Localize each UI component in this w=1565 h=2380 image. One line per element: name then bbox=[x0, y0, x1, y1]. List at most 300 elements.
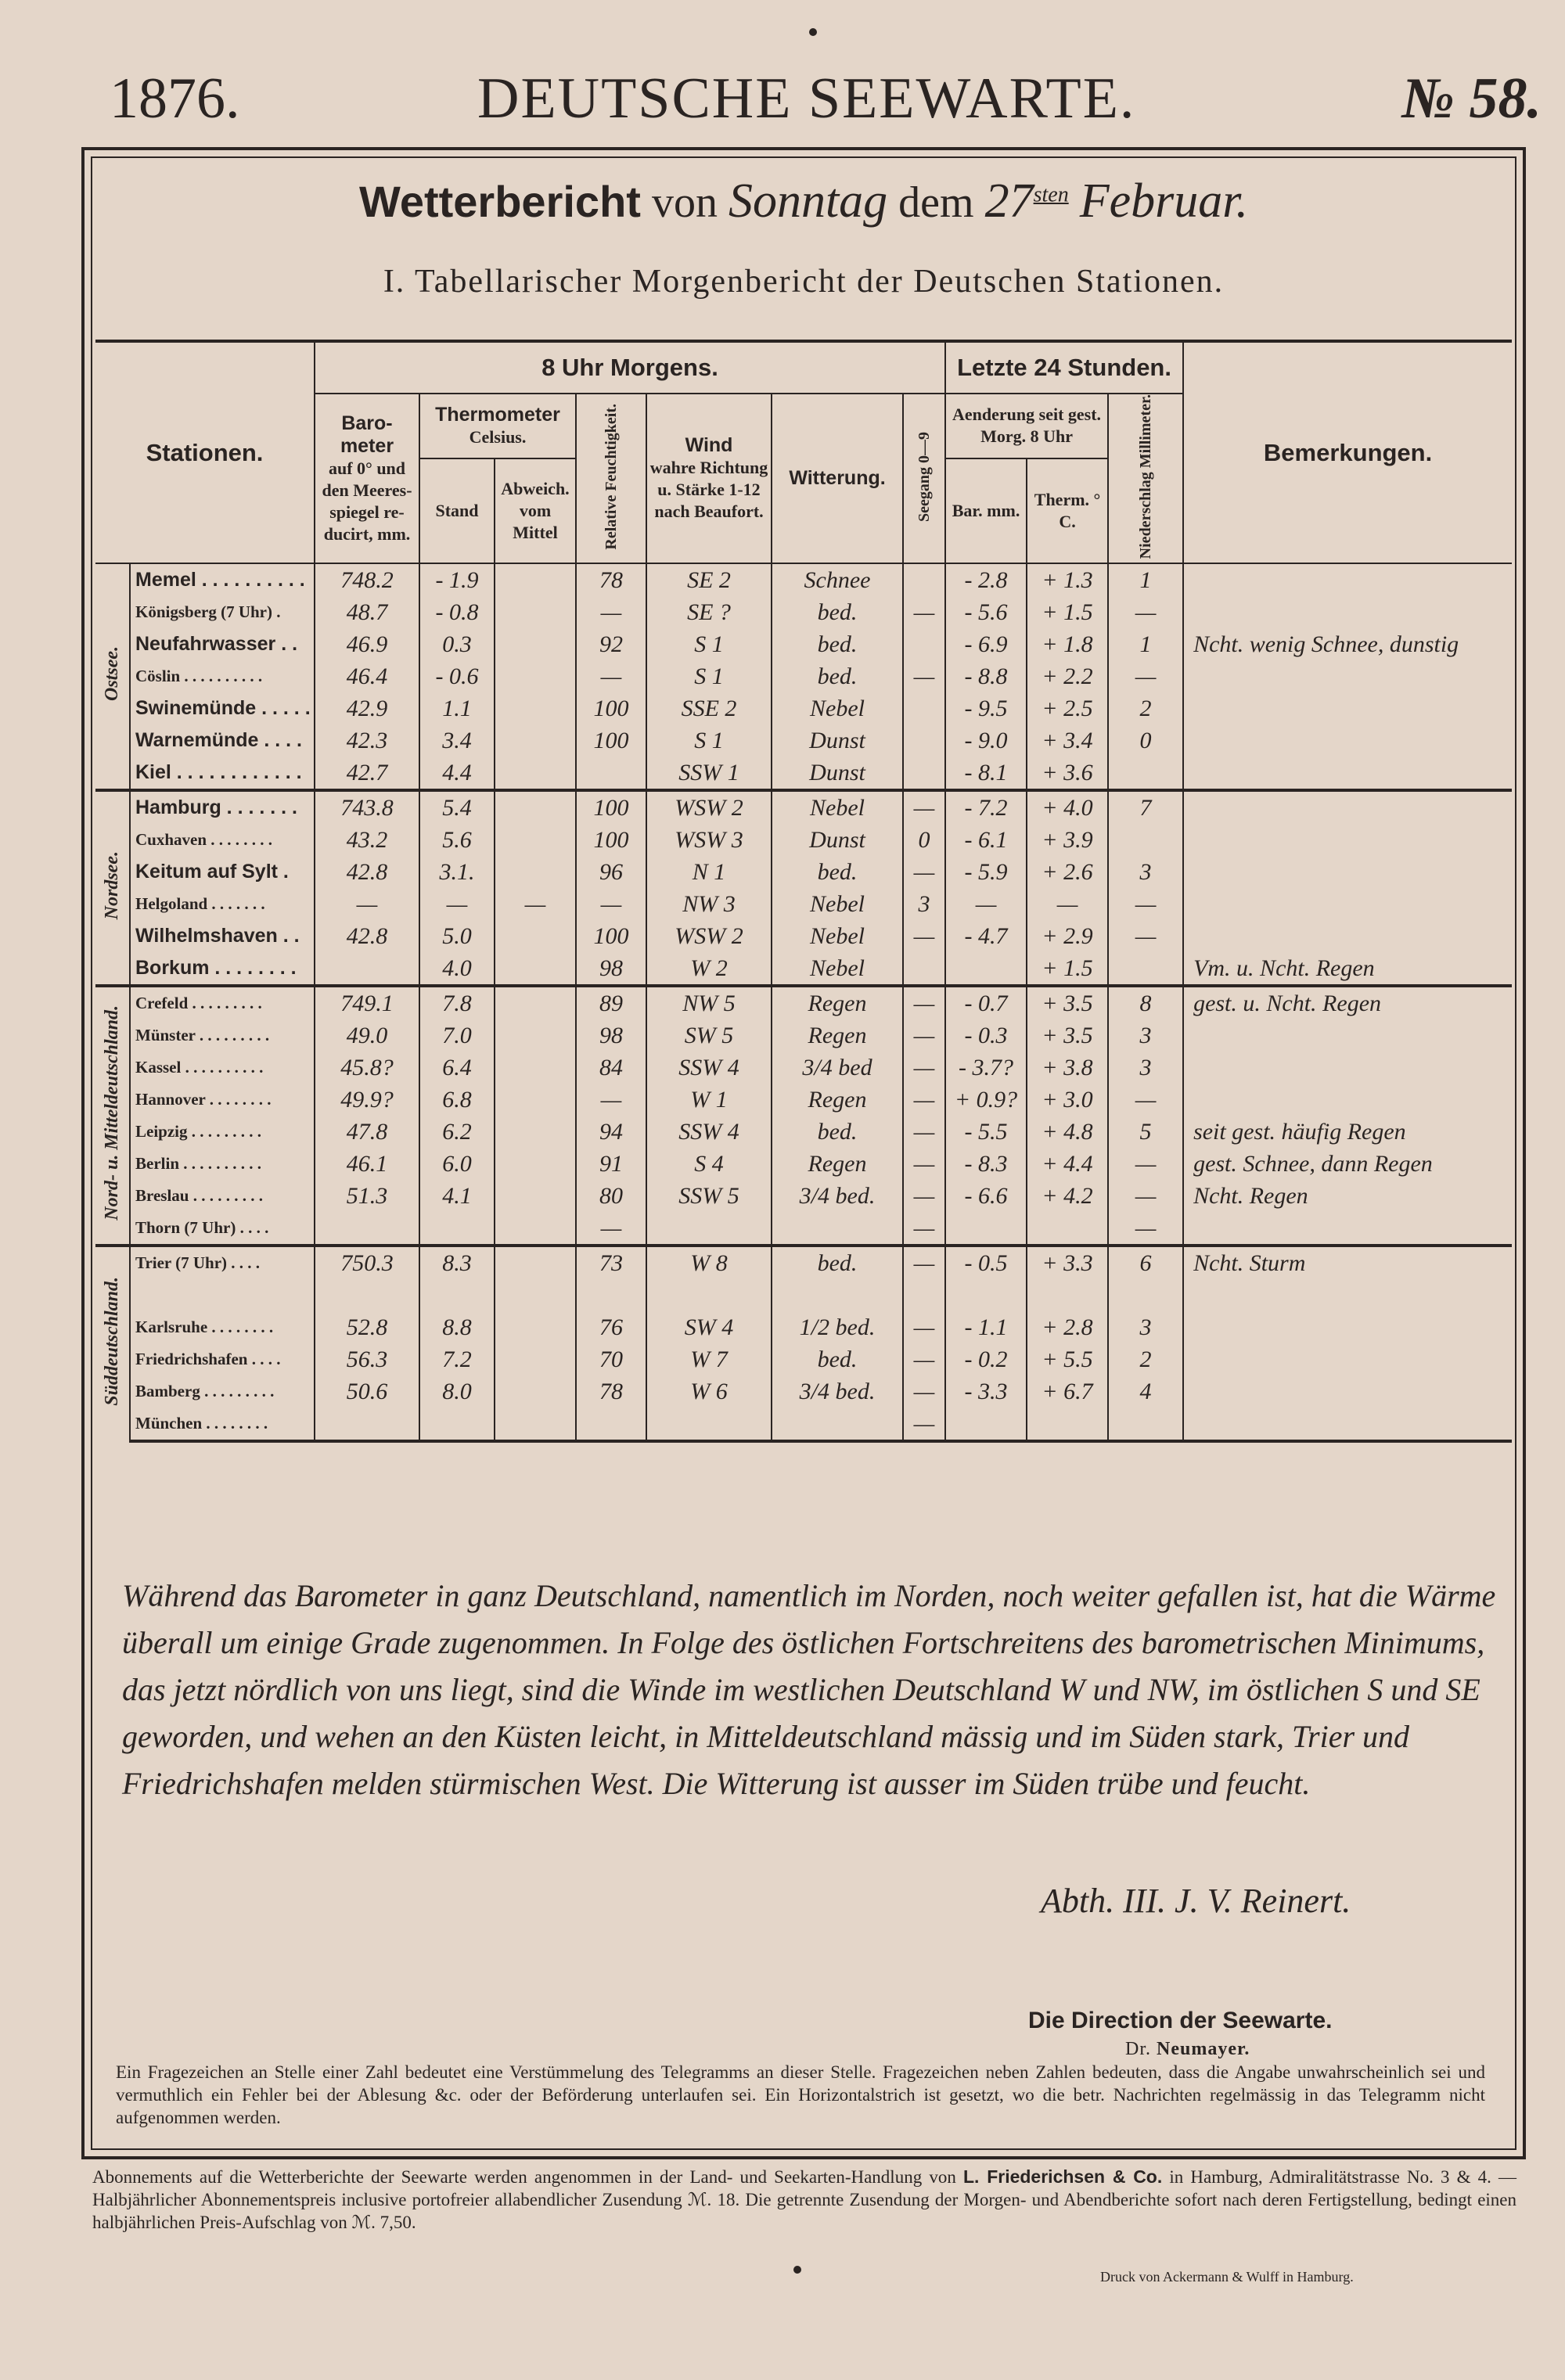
cell-dev bbox=[495, 1246, 576, 1279]
cell-hum: 100 bbox=[576, 692, 646, 724]
cell-hum: 98 bbox=[576, 1019, 646, 1052]
cell-sea bbox=[903, 724, 945, 757]
cell-remark bbox=[1183, 596, 1512, 628]
cell-temp: 4.1 bbox=[419, 1180, 495, 1212]
cell-dbar bbox=[945, 952, 1027, 986]
station-name: Königsberg (7 Uhr) . bbox=[130, 596, 315, 628]
cell-weather: 3/4 bed bbox=[772, 1052, 903, 1084]
cell-dtemp: + 4.8 bbox=[1027, 1116, 1108, 1148]
cell-wind: S 1 bbox=[646, 628, 772, 660]
cell-hum: 98 bbox=[576, 952, 646, 986]
cell-rain: — bbox=[1108, 1180, 1183, 1212]
station-name: Bamberg . . . . . . . . . bbox=[130, 1375, 315, 1408]
cell-hum: 94 bbox=[576, 1116, 646, 1148]
cell-hum: 92 bbox=[576, 628, 646, 660]
cell-weather: Regen bbox=[772, 1148, 903, 1180]
region-name: Nordsee. bbox=[102, 850, 122, 919]
cell-hum bbox=[576, 1279, 646, 1311]
signature: Abth. III. J. V. Reinert. bbox=[1041, 1882, 1351, 1920]
cell-remark bbox=[1183, 757, 1512, 790]
table-row bbox=[95, 1052, 1512, 1084]
station-name: München . . . . . . . . bbox=[130, 1408, 315, 1441]
cell-bar: 48.7 bbox=[315, 596, 419, 628]
header-barometer bbox=[315, 394, 419, 563]
header-thermometer-bold: Thermometer bbox=[435, 403, 560, 426]
cell-dtemp: + 3.8 bbox=[1027, 1052, 1108, 1084]
header-abweichung: Abweich. vom Mittel bbox=[495, 458, 576, 564]
table-row bbox=[95, 888, 1512, 920]
cell-dev bbox=[495, 856, 576, 888]
director-surname: Neumayer. bbox=[1157, 2039, 1250, 2059]
table-row bbox=[95, 856, 1512, 888]
table-row bbox=[95, 1408, 1512, 1441]
cell-sea: — bbox=[903, 986, 945, 1019]
station-name: Münster . . . . . . . . . bbox=[130, 1019, 315, 1052]
cell-dbar bbox=[945, 1279, 1027, 1311]
header-witterung: Witterung. bbox=[772, 394, 903, 563]
cell-remark bbox=[1183, 856, 1512, 888]
cell-dbar: - 9.0 bbox=[945, 724, 1027, 757]
cell-weather: bed. bbox=[772, 1116, 903, 1148]
cell-dev bbox=[495, 920, 576, 952]
cell-wind: W 1 bbox=[646, 1084, 772, 1116]
header-barometer-rest: auf 0° und den Meeres-spiegel re-ducirt, mm. bbox=[322, 458, 412, 544]
cell-dtemp bbox=[1027, 1212, 1108, 1246]
cell-dev bbox=[495, 1375, 576, 1408]
cell-remark: Ncht. Sturm bbox=[1193, 1249, 1306, 1276]
cell-temp: - 0.8 bbox=[419, 596, 495, 628]
cell-dev bbox=[495, 757, 576, 790]
cell-dbar: - 3.3 bbox=[945, 1375, 1027, 1408]
cell-wind: SW 5 bbox=[646, 1019, 772, 1052]
cell-temp: 4.0 bbox=[419, 952, 495, 986]
station-name: Warnemünde . . . . bbox=[130, 724, 315, 757]
cell-weather: Dunst bbox=[772, 824, 903, 856]
cell-dev bbox=[495, 724, 576, 757]
cell-hum: 78 bbox=[576, 1375, 646, 1408]
cell-hum: 84 bbox=[576, 1052, 646, 1084]
cell-rain: 3 bbox=[1108, 1019, 1183, 1052]
header-niederschlag: Niederschlag Millimeter. bbox=[1108, 394, 1183, 563]
cell-wind: NW 5 bbox=[646, 986, 772, 1019]
cell-sea: — bbox=[903, 596, 945, 628]
cell-dev bbox=[495, 1408, 576, 1441]
cell-dtemp bbox=[1027, 1408, 1108, 1441]
cell-temp: 5.4 bbox=[419, 790, 495, 824]
cell-dev bbox=[495, 1019, 576, 1052]
masthead-title: DEUTSCHE SEEWARTE. bbox=[477, 67, 1136, 131]
cell-remark: seit gest. häufig Regen bbox=[1193, 1118, 1406, 1145]
cell-remark: Vm. u. Ncht. Regen bbox=[1183, 952, 1512, 986]
station-name: Hamburg . . . . . . . bbox=[130, 790, 315, 824]
header-feuchtigkeit: Relative Feuchtigkeit. bbox=[576, 394, 646, 563]
cell-rain: 7 bbox=[1108, 790, 1183, 824]
cell-dbar: - 5.6 bbox=[945, 596, 1027, 628]
cell-wind: NW 3 bbox=[646, 888, 772, 920]
cell-dbar: - 7.2 bbox=[945, 790, 1027, 824]
cell-wind: WSW 2 bbox=[646, 920, 772, 952]
station-name: Cöslin . . . . . . . . . . bbox=[130, 660, 315, 692]
director-prefix: Dr. bbox=[1125, 2039, 1151, 2059]
cell-remark bbox=[1183, 563, 1512, 596]
station-name: Crefeld . . . . . . . . . bbox=[130, 986, 315, 1019]
header-therm: Therm. ° C. bbox=[1027, 458, 1108, 564]
cell-bar: 750.3 bbox=[315, 1246, 419, 1279]
cell-dtemp bbox=[1027, 1279, 1108, 1311]
cell-dev bbox=[495, 596, 576, 628]
region-label bbox=[95, 563, 130, 790]
region-name: Ostsee. bbox=[102, 645, 122, 701]
table-row bbox=[95, 757, 1512, 790]
cell-wind: SE 2 bbox=[646, 563, 772, 596]
cell-rain: 1 bbox=[1108, 628, 1183, 660]
cell-rain: — bbox=[1108, 596, 1183, 628]
cell-dbar: - 5.9 bbox=[945, 856, 1027, 888]
station-name: Cuxhaven . . . . . . . . bbox=[130, 824, 315, 856]
cell-bar: 50.6 bbox=[315, 1375, 419, 1408]
table-row bbox=[95, 1246, 1512, 1279]
cell-dtemp: + 2.9 bbox=[1027, 920, 1108, 952]
cell-wind: N 1 bbox=[646, 856, 772, 888]
cell-sea: — bbox=[903, 1311, 945, 1343]
cell-weather: Regen bbox=[772, 1019, 903, 1052]
header-thermometer-unit: Celsius. bbox=[469, 426, 527, 447]
station-name: Hannover . . . . . . . . bbox=[130, 1084, 315, 1116]
cell-hum: 78 bbox=[576, 563, 646, 596]
cell-hum: 80 bbox=[576, 1180, 646, 1212]
cell-dev bbox=[495, 1279, 576, 1311]
cell-rain: — bbox=[1108, 888, 1183, 920]
station-name: Karlsruhe . . . . . . . . bbox=[130, 1311, 315, 1343]
cell-remark bbox=[1183, 1311, 1512, 1343]
cell-wind: SE ? bbox=[646, 596, 772, 628]
cell-temp: 0.3 bbox=[419, 628, 495, 660]
weather-table bbox=[95, 340, 1512, 1443]
cell-remark bbox=[1183, 824, 1512, 856]
cell-bar: 49.9? bbox=[315, 1084, 419, 1116]
cell-dev bbox=[495, 563, 576, 596]
cell-sea bbox=[903, 628, 945, 660]
cell-rain: — bbox=[1108, 1148, 1183, 1180]
region-name: Süddeutschland. bbox=[102, 1276, 122, 1406]
table-row bbox=[95, 724, 1512, 757]
cell-dbar: - 0.2 bbox=[945, 1343, 1027, 1375]
cell-sea bbox=[903, 952, 945, 986]
cell-wind: SSE 2 bbox=[646, 692, 772, 724]
report-day: 27 bbox=[984, 174, 1034, 228]
cell-bar: 45.8? bbox=[315, 1052, 419, 1084]
station-name: Kassel . . . . . . . . . . bbox=[130, 1052, 315, 1084]
cell-wind: SSW 1 bbox=[646, 757, 772, 790]
cell-remark bbox=[1183, 1052, 1512, 1084]
cell-bar: 748.2 bbox=[315, 563, 419, 596]
cell-dtemp: + 2.6 bbox=[1027, 856, 1108, 888]
cell-sea: — bbox=[903, 1246, 945, 1279]
cell-dbar: - 0.5 bbox=[945, 1246, 1027, 1279]
cell-hum: 100 bbox=[576, 920, 646, 952]
report-von: von bbox=[651, 178, 718, 227]
region-label bbox=[95, 790, 130, 986]
cell-remark bbox=[1183, 1019, 1512, 1052]
cell-bar: 42.3 bbox=[315, 724, 419, 757]
cell-temp: 8.0 bbox=[419, 1375, 495, 1408]
cell-dev bbox=[495, 1180, 576, 1212]
cell-rain: 2 bbox=[1108, 1343, 1183, 1375]
cell-dev bbox=[495, 986, 576, 1019]
header-stationen: Stationen. bbox=[95, 341, 315, 563]
station-name: Wilhelmshaven . . bbox=[130, 920, 315, 952]
cell-dtemp: + 2.5 bbox=[1027, 692, 1108, 724]
table-row bbox=[95, 563, 1512, 596]
cell-weather: 1/2 bed. bbox=[772, 1311, 903, 1343]
cell-weather: Dunst bbox=[772, 724, 903, 757]
cell-temp: 6.8 bbox=[419, 1084, 495, 1116]
cell-sea bbox=[903, 757, 945, 790]
top-dot bbox=[809, 28, 817, 36]
header-wind-bold: Wind bbox=[685, 434, 733, 457]
cell-temp: 5.6 bbox=[419, 824, 495, 856]
cell-dbar: — bbox=[945, 888, 1027, 920]
cell-dtemp: + 3.5 bbox=[1027, 986, 1108, 1019]
cell-remark bbox=[1183, 790, 1512, 824]
table-row bbox=[95, 824, 1512, 856]
cell-dev bbox=[495, 628, 576, 660]
cell-temp: 6.0 bbox=[419, 1148, 495, 1180]
cell-dbar: - 5.5 bbox=[945, 1116, 1027, 1148]
station-name: Leipzig . . . . . . . . . bbox=[130, 1116, 315, 1148]
cell-dbar bbox=[945, 1212, 1027, 1246]
cell-hum: 100 bbox=[576, 724, 646, 757]
cell-remark: Ncht. wenig Schnee, dunstig bbox=[1193, 631, 1459, 657]
table-row bbox=[95, 628, 1512, 660]
cell-sea: — bbox=[903, 1180, 945, 1212]
cell-dtemp: + 4.2 bbox=[1027, 1180, 1108, 1212]
cell-dtemp: + 1.5 bbox=[1027, 952, 1108, 986]
cell-wind: SSW 4 bbox=[646, 1116, 772, 1148]
cell-bar: 749.1 bbox=[315, 986, 419, 1019]
explanatory-note: Ein Fragezeichen an Stelle einer Zahl bedeutet eine Verstümmelung des Telegramms an dieser Stelle. Fragezeichen neben Zahlen bedeuten, dass die Angabe unwahrscheinlich sei und vermuthlich ein Fehler bei der Ablesung &c. oder der Beförderung unterlaufen sei. Ein Horizontalstrich ist gesetzt, wo die betr. Nachrichten regelmässig in das Telegramm nicht aufgenommen werden. bbox=[116, 2062, 1485, 2127]
cell-remark bbox=[1183, 1408, 1512, 1441]
cell-weather: Nebel bbox=[772, 888, 903, 920]
station-name: Borkum . . . . . . . . bbox=[130, 952, 315, 986]
cell-weather: Nebel bbox=[772, 952, 903, 986]
cell-hum: 76 bbox=[576, 1311, 646, 1343]
cell-dbar: - 8.8 bbox=[945, 660, 1027, 692]
subtitle: I. Tabellarischer Morgenbericht der Deutschen Stationen. bbox=[383, 264, 1225, 300]
summary-text: Während das Barometer in ganz Deutschland, namentlich im Norden, noch weiter gefallen ist, hat die Wärme überall um einige Grade zugenommen. In Folge des östlichen Fortschreitens des barometrischen Minimums, das jetzt nördlich von uns liegt, sind die Winde im westlichen Deutschland W und NW, im östlichen S und SE geworden, und wehen an den Küsten leicht, in Mitteldeutschland mässig und im Süden stark, Trier und Friedrichshafen melden stürmischen West. Die Witterung ist ausser im Süden trübe und feucht. bbox=[122, 1578, 1496, 1801]
cell-dev bbox=[495, 790, 576, 824]
cell-hum: 91 bbox=[576, 1148, 646, 1180]
station-name: Neufahrwasser . . bbox=[130, 628, 315, 660]
cell-hum: 100 bbox=[576, 790, 646, 824]
cell-rain: 5 bbox=[1108, 1116, 1183, 1148]
cell-temp: - 1.9 bbox=[419, 563, 495, 596]
cell-rain bbox=[1108, 952, 1183, 986]
issue-number: № 58. bbox=[1401, 67, 1542, 131]
table-row bbox=[95, 1212, 1512, 1246]
cell-remark bbox=[1183, 1084, 1512, 1116]
cell-sea: 3 bbox=[903, 888, 945, 920]
cell-remark bbox=[1183, 1375, 1512, 1408]
cell-wind: SW 4 bbox=[646, 1311, 772, 1343]
station-name: Thorn (7 Uhr) . . . . bbox=[130, 1212, 315, 1246]
cell-rain: 2 bbox=[1108, 692, 1183, 724]
cell-temp: 7.2 bbox=[419, 1343, 495, 1375]
cell-dbar: - 0.3 bbox=[945, 1019, 1027, 1052]
cell-sea bbox=[903, 1279, 945, 1311]
cell-dev bbox=[495, 1148, 576, 1180]
cell-hum: 70 bbox=[576, 1343, 646, 1375]
cell-remark bbox=[1183, 1343, 1512, 1375]
cell-dtemp: + 3.0 bbox=[1027, 1084, 1108, 1116]
cell-hum: 100 bbox=[576, 824, 646, 856]
table-row bbox=[95, 596, 1512, 628]
cell-hum: — bbox=[576, 660, 646, 692]
report-day-suffix: sten bbox=[1033, 182, 1069, 207]
cell-weather: 3/4 bed. bbox=[772, 1180, 903, 1212]
cell-remark: gest. Schnee, dann Regen bbox=[1193, 1150, 1433, 1177]
cell-temp: — bbox=[419, 888, 495, 920]
cell-wind: W 7 bbox=[646, 1343, 772, 1375]
cell-sea: — bbox=[903, 1343, 945, 1375]
cell-weather: Schnee bbox=[772, 563, 903, 596]
cell-temp bbox=[419, 1408, 495, 1441]
table-row bbox=[95, 660, 1512, 692]
cell-dtemp: + 3.4 bbox=[1027, 724, 1108, 757]
cell-bar: 47.8 bbox=[315, 1116, 419, 1148]
cell-wind: S 1 bbox=[646, 724, 772, 757]
station-name: Friedrichshafen . . . . bbox=[130, 1343, 315, 1375]
cell-dtemp: + 6.7 bbox=[1027, 1375, 1108, 1408]
header-last24: Letzte 24 Stunden. bbox=[945, 341, 1183, 394]
cell-wind: S 1 bbox=[646, 660, 772, 692]
cell-hum: 96 bbox=[576, 856, 646, 888]
cell-wind: S 4 bbox=[646, 1148, 772, 1180]
cell-bar bbox=[315, 1279, 419, 1311]
cell-dev bbox=[495, 660, 576, 692]
header-aenderung: Aenderung seit gest. Morg. 8 Uhr bbox=[945, 394, 1108, 458]
cell-dbar: - 3.7? bbox=[945, 1052, 1027, 1084]
cell-wind: W 8 bbox=[646, 1246, 772, 1279]
masthead bbox=[110, 66, 1542, 136]
cell-wind: W 6 bbox=[646, 1375, 772, 1408]
subscription-info bbox=[92, 2166, 1516, 2234]
station-name bbox=[130, 1279, 315, 1311]
cell-dbar: - 6.1 bbox=[945, 824, 1027, 856]
cell-weather: Dunst bbox=[772, 757, 903, 790]
cell-rain: 0 bbox=[1108, 724, 1183, 757]
cell-weather: Regen bbox=[772, 1084, 903, 1116]
cell-weather: bed. bbox=[772, 1343, 903, 1375]
cell-bar: 52.8 bbox=[315, 1311, 419, 1343]
cell-weather bbox=[772, 1279, 903, 1311]
cell-remark bbox=[1183, 692, 1512, 724]
cell-remark bbox=[1183, 724, 1512, 757]
cell-rain: 1 bbox=[1108, 563, 1183, 596]
cell-temp: 8.3 bbox=[419, 1246, 495, 1279]
cell-hum: — bbox=[576, 596, 646, 628]
region-label bbox=[95, 986, 130, 1246]
cell-rain: 4 bbox=[1108, 1375, 1183, 1408]
cell-bar: 42.7 bbox=[315, 757, 419, 790]
table-row bbox=[95, 1180, 1512, 1212]
cell-bar: 46.9 bbox=[315, 628, 419, 660]
cell-wind: WSW 3 bbox=[646, 824, 772, 856]
printer-credit: Druck von Ackermann & Wulff in Hamburg. bbox=[1100, 2269, 1354, 2285]
cell-wind: WSW 2 bbox=[646, 790, 772, 824]
cell-temp: 8.8 bbox=[419, 1311, 495, 1343]
cell-wind bbox=[646, 1212, 772, 1246]
cell-rain: 8 bbox=[1108, 986, 1183, 1019]
cell-hum: — bbox=[576, 1212, 646, 1246]
header-wind bbox=[646, 394, 772, 563]
header-bemerkungen: Bemerkungen. bbox=[1183, 341, 1512, 563]
cell-dbar: - 6.9 bbox=[945, 628, 1027, 660]
cell-temp: 6.4 bbox=[419, 1052, 495, 1084]
cell-rain: 3 bbox=[1108, 856, 1183, 888]
cell-bar: — bbox=[315, 888, 419, 920]
cell-dbar: - 1.1 bbox=[945, 1311, 1027, 1343]
report-dem: dem bbox=[898, 178, 974, 227]
cell-dtemp: + 4.0 bbox=[1027, 790, 1108, 824]
cell-dev bbox=[495, 1212, 576, 1246]
cell-dtemp: + 1.5 bbox=[1027, 596, 1108, 628]
cell-rain: 6 bbox=[1108, 1246, 1183, 1279]
cell-bar bbox=[315, 1408, 419, 1441]
station-name: Trier (7 Uhr) . . . . bbox=[130, 1246, 315, 1279]
cell-sea: — bbox=[903, 1019, 945, 1052]
table-row bbox=[95, 1343, 1512, 1375]
cell-sea: 0 bbox=[903, 824, 945, 856]
cell-bar: 42.9 bbox=[315, 692, 419, 724]
cell-hum bbox=[576, 1408, 646, 1441]
table-row bbox=[95, 1375, 1512, 1408]
cell-weather: Nebel bbox=[772, 692, 903, 724]
cell-temp: 3.1. bbox=[419, 856, 495, 888]
cell-dtemp: + 1.8 bbox=[1027, 628, 1108, 660]
header-bar: Bar. mm. bbox=[945, 458, 1027, 564]
cell-dev bbox=[495, 692, 576, 724]
table-row bbox=[95, 1311, 1512, 1343]
table-row bbox=[95, 952, 1512, 986]
cell-remark: gest. u. Ncht. Regen bbox=[1193, 990, 1382, 1016]
region-label bbox=[95, 1246, 130, 1441]
cell-sea bbox=[903, 563, 945, 596]
header-stand: Stand bbox=[419, 458, 495, 564]
cell-wind bbox=[646, 1408, 772, 1441]
cell-rain bbox=[1108, 1279, 1183, 1311]
cell-dtemp: + 1.3 bbox=[1027, 563, 1108, 596]
cell-temp: 1.1 bbox=[419, 692, 495, 724]
cell-bar: 743.8 bbox=[315, 790, 419, 824]
header-wind-rest: wahre Richtung u. Stärke 1-12 nach Beaufort. bbox=[649, 458, 768, 522]
cell-sea: — bbox=[903, 790, 945, 824]
weather-table-body bbox=[95, 563, 1512, 1441]
cell-weather: bed. bbox=[772, 1246, 903, 1279]
cell-remark bbox=[1183, 660, 1512, 692]
cell-dtemp: + 3.5 bbox=[1027, 1019, 1108, 1052]
cell-remark bbox=[1183, 920, 1512, 952]
header-seegang: Seegang 0—9 bbox=[903, 394, 945, 563]
bottom-dot bbox=[793, 2266, 801, 2274]
cell-weather: Nebel bbox=[772, 790, 903, 824]
table-row bbox=[95, 1148, 1512, 1180]
station-name: Berlin . . . . . . . . . . bbox=[130, 1148, 315, 1180]
cell-rain bbox=[1108, 757, 1183, 790]
cell-hum: — bbox=[576, 888, 646, 920]
cell-dbar: - 2.8 bbox=[945, 563, 1027, 596]
cell-dtemp: + 3.9 bbox=[1027, 824, 1108, 856]
